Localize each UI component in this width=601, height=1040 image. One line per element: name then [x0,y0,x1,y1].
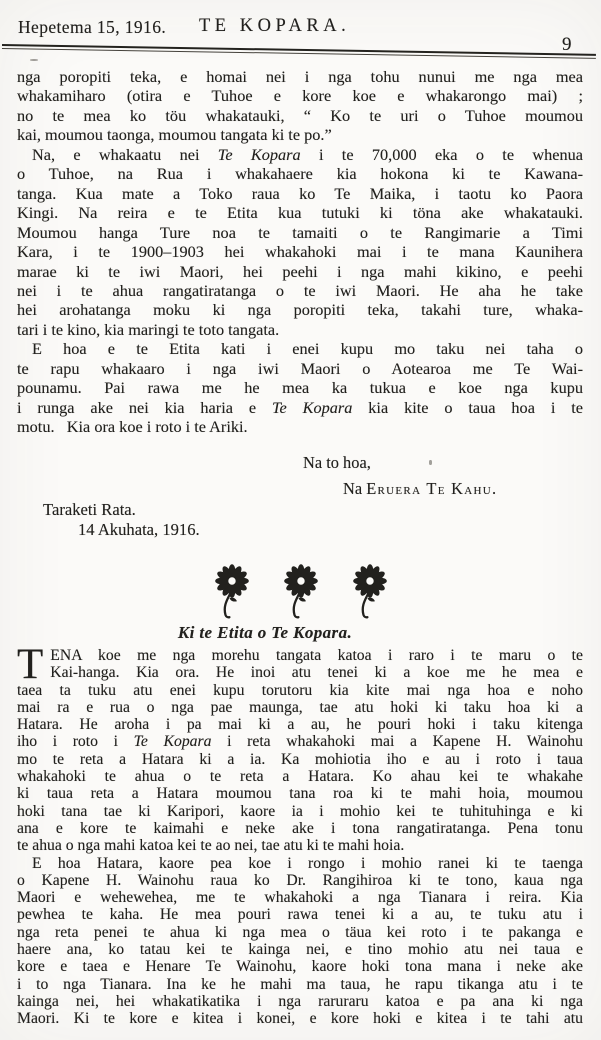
text-line: pewhea te kaha. He mea pouri rawa tenei ki a au, te tuku atu i [17,906,583,924]
text-line: nei i te ahua rangatiratanga o te iwi Maori. He aha he take [17,280,583,300]
signature-name-prefix: Na [343,479,367,498]
text-line: whakamiharo (otira e Tuhoe e kore koe e whakarongo mai) ; [17,86,583,106]
paragraph [17,145,583,340]
text-line: Kara, i te 1900–1903 hei whakahoki mai i te mana Kaunihera [17,242,583,262]
signature-name-smallcaps: Eruera Te Kahu. [366,479,498,498]
text-line: no te mea ko töu whakatauki, “ Ko te uri o Tuhoe moumou [17,105,583,125]
signature-date: 14 Akuhata, 1916. [78,520,200,539]
paragraph [17,855,583,1028]
ornament-divider [0,562,601,620]
text-line: tanga. Kua mate a Toko raua ko Te Maika, i taotu ko Paora [17,183,583,203]
letter-body-second [0,641,601,1028]
flower-ornament-icon [349,562,391,620]
ink-speck [429,460,432,465]
text-line: te ahua o nga mahi katoa kei te ao nei, tae atu ki te mahi hoia. [17,837,405,855]
header-date: Hepetema 15, 1916. [18,17,167,37]
signature-place: Taraketi Rata. [43,500,136,519]
text-line: Moumou hanga Ture noa te tamaiti o te Rangimarie a Timi [17,222,583,242]
text-line: hoki tana tae ki Karipori, kaore ia i mohio kei te tuhituhinga e ki [17,802,583,820]
ink-speck [30,59,38,61]
text-line: ENA koe me nga morehu tangata katoa i raro i te maru o te [50,647,583,664]
text-line: motu. Kia ora koe i roto i te Ariki. [17,417,248,437]
text-line: o Tuhoe, na Rua i whakahaere kia hokona ki te Kawana- [17,164,583,184]
text-line: hei arohatanga moku ki nga poropiti teka, takahi ture, whaka- [17,300,583,320]
italic-title-text: Te Kopara [217,144,301,164]
text-line: marae ki te iwi Maori, hei peehi i nga mahi kikino, e peehi [17,261,583,281]
drop-cap: T [17,641,44,688]
letter-body-first [0,67,601,437]
text-line: Kingi. Na reira e te Etita kua tutuki ki töna ake whakatauki. [17,203,583,223]
text-line: kai, moumou taonga, moumou tangata ki te po.” [17,125,332,145]
text-line: Maori e wehewehea, me te whakahoki a nga Tianara i reira. Kia [17,889,583,907]
page-number: 9 [562,34,572,55]
text-line: te rapu whakaaro i nga iwi Maori o Aotearoa me Te Wai- [17,358,583,378]
text-line: Maori. Ki te kore e kitea i konei, e kore hoki e kitea i te tahi atu [17,1010,583,1028]
italic-title-text: Te Kopara [133,733,212,751]
text-line: E hoa e te Etita kati i enei kupu mo taku nei taha o [32,339,583,359]
text-line: tari i te kino, kia maringi te toto tangata. [17,319,280,339]
text-line: i runga ake nei kia haria e Te Kopara kia kite o taua hoa i te [17,397,583,417]
text-line: o Kapene H. Wainohu raua ko Dr. Rangihiroa ki te tono, kaua nga [17,871,583,889]
masthead-title: TE KOPARA. [199,16,351,36]
flower-ornament-icon [280,562,322,620]
text-line: kore e taea e Henare Te Wainohu, kaore hoki tona mana i neke ake [17,958,583,976]
text-line: mai ra e rua o nga pae maunga, tae atu hoki ki taku hoa ki a [17,698,583,716]
text-line: nga reta penei te ahua ki nga mea o täua kei roto i te pakanga e [17,923,583,941]
text-line: mo te reta a Hatara ki a ia. Ka mohiotia iho e au i roto i taua [17,750,583,768]
text-line: kainga nei, hei whakatikatika i nga raruraru katoa e pa ana ki nga [17,992,583,1010]
text-line: ki taua reta a Hatara moumou tana roa ki te mahi hoia, moumou [17,785,583,803]
signature-name [343,479,497,499]
flower-ornament-icon [211,562,253,620]
text-line: nga poropiti teka, e homai nei i nga tohu nunui me nga mea [17,67,583,86]
text-line: i to nga Tianara. Ina ke he mahi ma taua, he rapu tikanga atu i te [17,975,583,993]
text-line: whakahoki te ahua o te reta a Hatara. Ko ahau kei te whakahe [17,768,583,786]
text-line: Na, e whakaatu nei Te Kopara i te 70,000 eka o te whenua [32,144,583,164]
paragraph [17,641,583,855]
paragraph [17,67,583,145]
text-line: Kai-hanga. Kia ora. He inoi atu tenei ki a koe me he mea e [50,664,583,682]
signature-salutation: Na to hoa, [303,453,371,472]
section-heading: Ki te Etita o Te Kopara. [177,623,353,642]
text-line: taea ta tuku atu enei kupu torutoru kia kite mai nga hoa e noho [17,681,583,699]
text-line: iho i roto i Te Kopara i reta whakahoki mai a Kapene H. Wainohu [17,733,583,751]
paragraph [17,339,583,436]
text-line: E hoa Hatara, kaore pea koe i rongo i mohio ranei ki te taenga [32,854,583,872]
text-line: ana e kore te kaimahi e neke ake i tona rangatiratanga. Pena tonu [17,819,583,837]
text-line: haere ana, ko tatau kei te kainga nei, e tino mohio atu nei taua e [17,941,583,959]
text-line: Hatara. He aroha i pa mai ki a au, he pouri hoki i taku kitenga [17,716,583,734]
header-double-rule [2,44,596,58]
text-line: pounamu. Pai rawa me he mea ka tukua e koe nga kupu [17,378,583,398]
italic-title-text: Te Kopara [271,397,353,417]
